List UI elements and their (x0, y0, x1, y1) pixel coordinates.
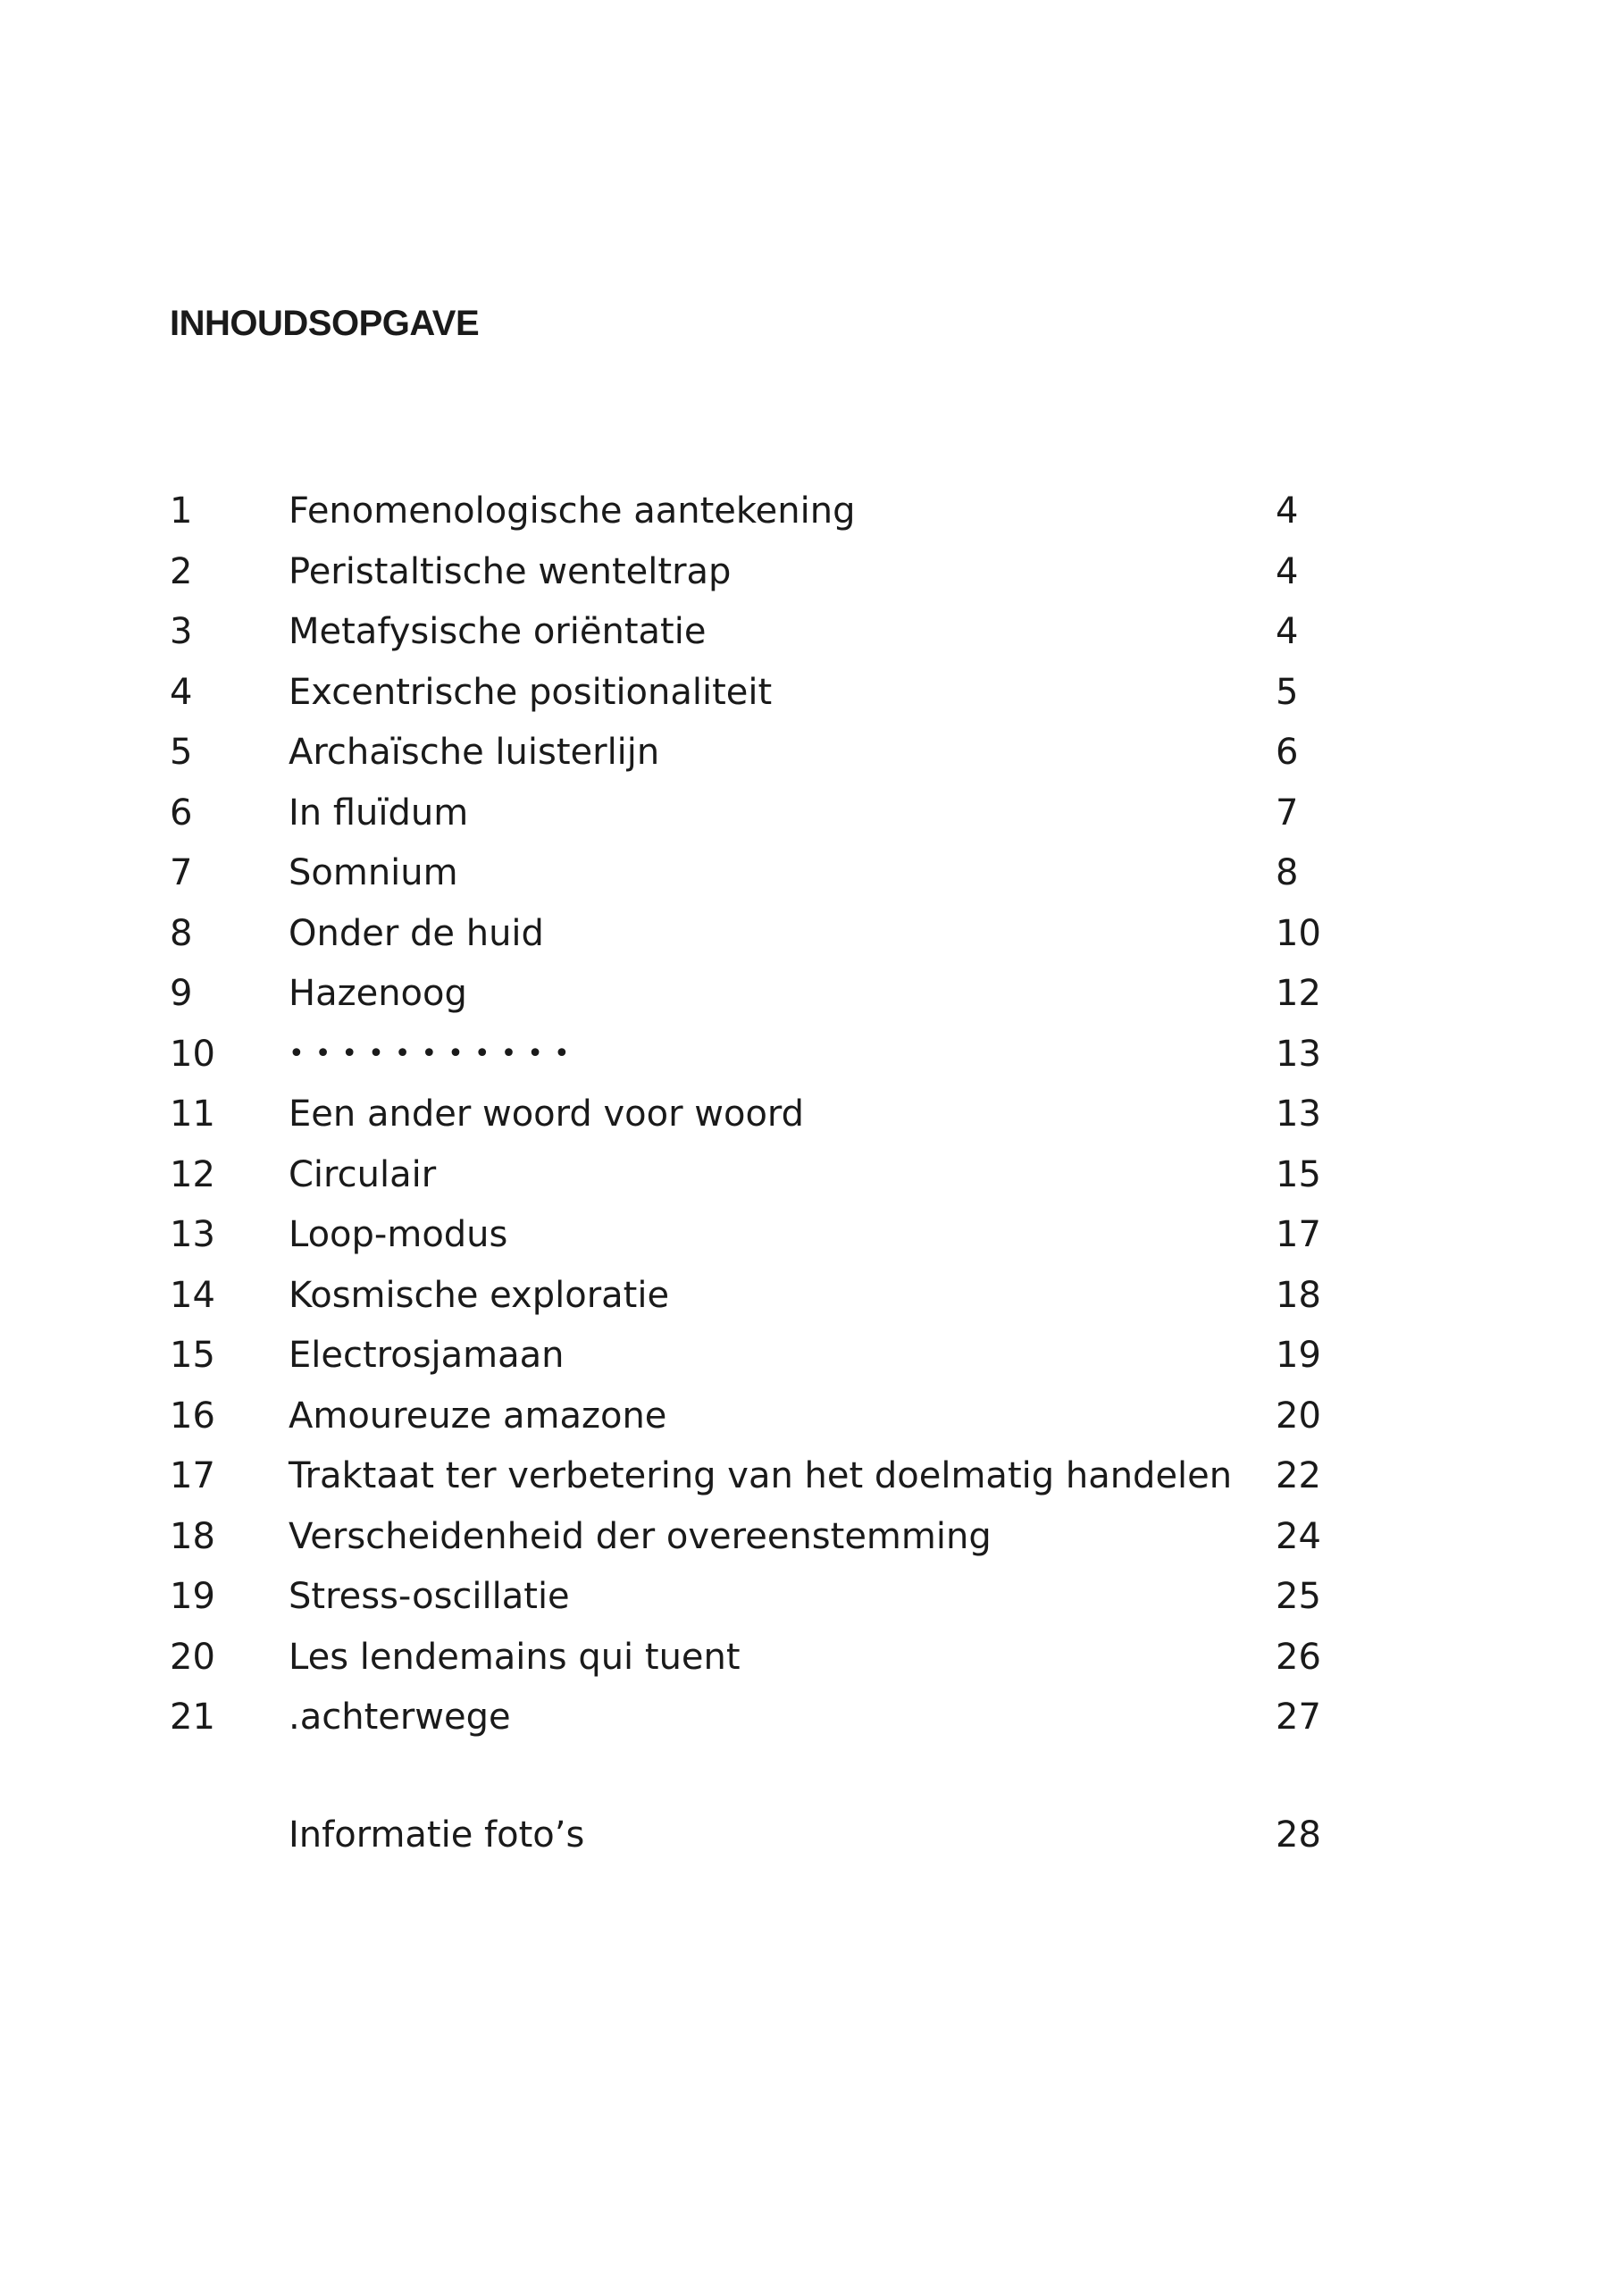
table-of-contents (170, 490, 1367, 1756)
entry-title: Somnium (289, 852, 458, 893)
entry-title: In fluïdum (289, 792, 469, 834)
entry-page: 27 (1276, 1697, 1321, 1738)
toc-entry[interactable] (170, 550, 1367, 611)
entry-number: 6 (170, 792, 193, 834)
toc-entry[interactable] (170, 1454, 1367, 1515)
toc-entry[interactable] (170, 972, 1367, 1033)
entry-page: 25 (1276, 1576, 1321, 1617)
toc-entry[interactable] (170, 1033, 1367, 1093)
entry-title: Een ander woord voor woord (289, 1093, 805, 1135)
toc-entry[interactable] (170, 1093, 1367, 1153)
entry-number: 14 (170, 1274, 215, 1316)
toc-entry[interactable] (170, 1274, 1367, 1335)
entry-page: 28 (1276, 1814, 1321, 1856)
entry-title: Peristaltische wenteltrap (289, 550, 732, 592)
entry-number: 12 (170, 1153, 215, 1195)
toc-entry[interactable] (170, 610, 1367, 671)
entry-page: 12 (1276, 973, 1321, 1014)
entry-number: 21 (170, 1697, 215, 1738)
entry-title: Verscheidenheid der overeenstemming (289, 1515, 992, 1557)
entry-number: 9 (170, 973, 193, 1014)
entry-title: Onder de huid (289, 912, 544, 954)
toc-entry[interactable] (170, 490, 1367, 550)
toc-entry[interactable] (170, 1515, 1367, 1576)
toc-entry[interactable] (170, 1636, 1367, 1697)
entry-number: 2 (170, 550, 193, 592)
toc-entry[interactable] (170, 1575, 1367, 1636)
entry-number: 4 (170, 671, 193, 713)
entry-title: Traktaat ter verbetering van het doelmatig handelen (289, 1455, 1233, 1496)
entry-page: 8 (1276, 852, 1299, 893)
entry-page: 24 (1276, 1515, 1321, 1557)
entry-page: 26 (1276, 1636, 1321, 1678)
entry-number: 18 (170, 1515, 215, 1557)
entry-title-dots: ••••••••••• (289, 1037, 581, 1069)
entry-number: 16 (170, 1395, 215, 1437)
entry-number: 17 (170, 1455, 215, 1496)
toc-entry-photo-info[interactable] (170, 1814, 1367, 1867)
toc-entry[interactable] (170, 792, 1367, 852)
entry-page: 19 (1276, 1335, 1321, 1376)
entry-title: Circulair (289, 1153, 437, 1195)
entry-title: Metafysische oriëntatie (289, 611, 707, 652)
page-title: INHOUDSOPGAVE (170, 304, 480, 343)
entry-page: 5 (1276, 671, 1299, 713)
entry-number: 11 (170, 1093, 215, 1135)
toc-entry[interactable] (170, 1213, 1367, 1274)
entry-number: 19 (170, 1576, 215, 1617)
entry-page: 7 (1276, 792, 1299, 834)
entry-number: 13 (170, 1214, 215, 1255)
toc-entry[interactable] (170, 851, 1367, 912)
entry-title: Kosmische exploratie (289, 1274, 670, 1316)
entry-page: 4 (1276, 550, 1299, 592)
entry-title: Fenomenologische aantekening (289, 490, 856, 532)
entry-number: 3 (170, 611, 193, 652)
entry-title: .achterwege (289, 1697, 511, 1738)
entry-title: Loop-modus (289, 1214, 508, 1255)
entry-title: Les lendemains qui tuent (289, 1636, 741, 1678)
toc-entry[interactable] (170, 731, 1367, 792)
entry-title: Excentrische positionaliteit (289, 671, 773, 713)
entry-page: 20 (1276, 1395, 1321, 1437)
entry-page: 4 (1276, 611, 1299, 652)
entry-number: 20 (170, 1636, 215, 1678)
toc-entry[interactable] (170, 1696, 1367, 1756)
toc-entry[interactable] (170, 1153, 1367, 1214)
entry-page: 15 (1276, 1153, 1321, 1195)
entry-page: 6 (1276, 732, 1299, 773)
toc-entry[interactable] (170, 1334, 1367, 1395)
entry-title: Amoureuze amazone (289, 1395, 667, 1437)
entry-page: 4 (1276, 490, 1299, 532)
entry-title: Hazenoog (289, 973, 467, 1014)
entry-title: Stress-oscillatie (289, 1576, 570, 1617)
entry-number: 7 (170, 852, 193, 893)
entry-title: Electrosjamaan (289, 1335, 565, 1376)
entry-page: 18 (1276, 1274, 1321, 1316)
entry-title: Informatie foto’s (289, 1814, 585, 1856)
toc-entry[interactable] (170, 671, 1367, 732)
toc-entry[interactable] (170, 1395, 1367, 1455)
entry-page: 10 (1276, 912, 1321, 954)
entry-number: 5 (170, 732, 193, 773)
entry-page: 13 (1276, 1033, 1321, 1075)
entry-page: 22 (1276, 1455, 1321, 1496)
entry-number: 1 (170, 490, 193, 532)
entry-page: 13 (1276, 1093, 1321, 1135)
toc-entry[interactable] (170, 912, 1367, 973)
entry-number: 10 (170, 1033, 215, 1075)
entry-page: 17 (1276, 1214, 1321, 1255)
entry-title: Archaïsche luisterlijn (289, 732, 660, 773)
entry-number: 15 (170, 1335, 215, 1376)
entry-number: 8 (170, 912, 193, 954)
